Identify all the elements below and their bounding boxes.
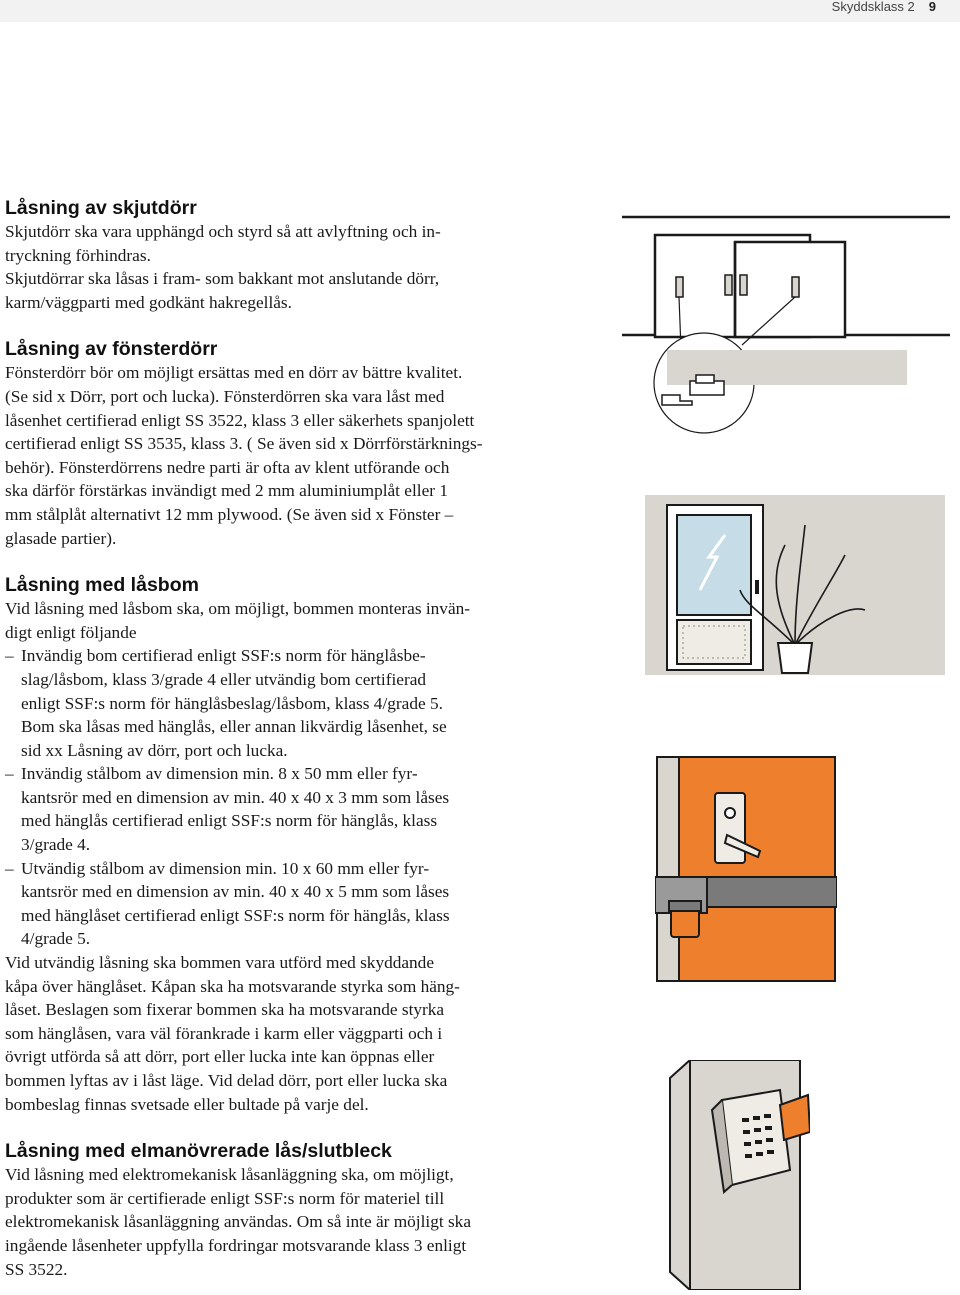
body-line: som hänglåsen, vara väl förankrade i karm eller väggparti och i: [5, 1023, 443, 1043]
body-line: elektromekanisk låsanläggning användas. Om så inte är möjligt ska: [5, 1212, 471, 1232]
list-item: [5, 857, 560, 951]
list-item: [5, 762, 560, 856]
list-line: Invändig bom certifierad enligt SSF:s norm för hänglåsbe-: [21, 646, 426, 666]
list-line: enligt SSF:s norm för hänglåsbeslag/låsbom, klass 4/grade 5.: [21, 693, 443, 713]
body-line: Vid låsning med elektromekanisk låsanläggning ska, om möjligt,: [5, 1165, 454, 1185]
list-line: med hänglåset certifierad enligt SSF:s norm för hänglås, klass: [21, 905, 450, 925]
section-title: Låsning med elmanövrerade lås/slutbleck: [5, 1140, 392, 1163]
list-line: slag/låsbom, klass 3/grade 4 eller utvändig bom certifierad: [21, 669, 427, 689]
body-line: låsenhet certifierad enligt SS 3522, klass 3 eller säkerhets spanjolett: [5, 410, 475, 430]
list-dash: –: [5, 764, 14, 784]
running-head: [832, 0, 936, 22]
body-line: produkter som är certifierade enligt SSF:s norm för materiel till: [5, 1188, 445, 1208]
list-line: kantsrör med en dimension av min. 40 x 40 x 3 mm som låses: [21, 787, 450, 807]
section-name: Skyddsklass 2: [831, 0, 915, 14]
list-dash: –: [5, 858, 14, 878]
section-sliding-door: [5, 196, 560, 314]
body-line: digt enligt följande: [5, 622, 137, 642]
body-line: bommen lyftas av i låst läge. Vid delad dörr, port eller lucka ska: [5, 1071, 448, 1090]
list-line: sid xx Låsning av dörr, port och lucka.: [21, 740, 288, 760]
body-line: ingående låsenheter uppfylla fordringar motsvarande klass 3 enligt: [5, 1235, 467, 1255]
body-line: Skjutdörr ska vara upphängd och styrd så att avlyftning och in-: [5, 222, 441, 241]
body-line: karm/väggparti med godkänt hakregellås.: [5, 292, 292, 312]
body-line: Fönsterdörr bör om möjligt ersättas med en dörr av bättre kvalitet.: [5, 363, 463, 383]
body-line: Skjutdörrar ska låsas i fram- som bakkant mot anslutande dörr,: [5, 269, 440, 289]
section-title: Låsning av skjutdörr: [5, 197, 197, 219]
text-column: [5, 196, 560, 1281]
header-band: [0, 0, 960, 22]
section-french-door: [5, 337, 560, 550]
french-door-illustration: [645, 495, 945, 675]
list-line: Invändig stålbom av dimension min. 8 x 50 mm eller fyr-: [21, 764, 418, 784]
body-line: Vid låsning med låsbom ska, om möjligt, bommen monteras invän-: [5, 599, 471, 619]
body-line: tryckning förhindras.: [5, 245, 151, 265]
section-electric-lock: [5, 1139, 560, 1281]
list-line: Utvändig stålbom av dimension min. 10 x 60 mm eller fyr-: [21, 858, 430, 878]
page-number: 9: [928, 0, 936, 14]
list-line: 3/grade 4.: [21, 835, 91, 855]
list-line: med hänglås certifierad enligt SSF:s norm för hänglås, klass: [21, 811, 438, 831]
body-line: certifierad enligt SS 3535, klass 3. ( Se även sid x Dörrförstärknings-: [5, 434, 483, 454]
section-title: Låsning med låsbom: [5, 574, 199, 597]
body-line: kåpa över hänglåset. Kåpan ska ha motsvarande styrka som häng-: [5, 976, 460, 996]
list-line: kantsrör med en dimension av min. 40 x 40 x 5 mm som låses: [21, 882, 450, 902]
body-line: behör). Fönsterdörrens nedre parti är ofta av klent utförande och: [5, 457, 450, 477]
body-line: glasade partier).: [5, 528, 117, 548]
card-reader-illustration: [660, 1060, 810, 1290]
body-line: låset. Beslagen som fixerar bommen ska ha motsvarande styrka: [5, 1000, 445, 1020]
body-line: bombeslag finnas svetsade eller bultade på varje del.: [5, 1094, 369, 1114]
body-line: Vid utvändig låsning ska bommen vara utförd med skyddande: [5, 953, 434, 973]
list-item: [5, 644, 560, 762]
body-line: mm stålplåt alternativt 12 mm plywood. (Se även sid x Fönster –: [5, 504, 454, 524]
body-line: (Se sid x Dörr, port och lucka). Fönsterdörren ska vara låst med: [5, 386, 445, 406]
list-line: Bom ska låsas med hänglås, eller annan likvärdig låsenhet, se: [21, 717, 447, 737]
section-lock-bar: [5, 573, 560, 1116]
body-line: övrigt utförda så att dörr, port eller lucka inte kan öppnas eller: [5, 1047, 435, 1067]
body-line: SS 3522.: [5, 1259, 68, 1279]
list-line: 4/grade 5.: [21, 929, 91, 949]
body-line: ska därför förstärkas invändigt med 2 mm aluminiumplåt eller 1: [5, 481, 448, 501]
sliding-door-lock-illustration: [612, 205, 952, 465]
list-dash: –: [5, 646, 14, 666]
section-title: Låsning av fönsterdörr: [5, 338, 218, 361]
lock-bar-door-illustration: [655, 755, 837, 983]
